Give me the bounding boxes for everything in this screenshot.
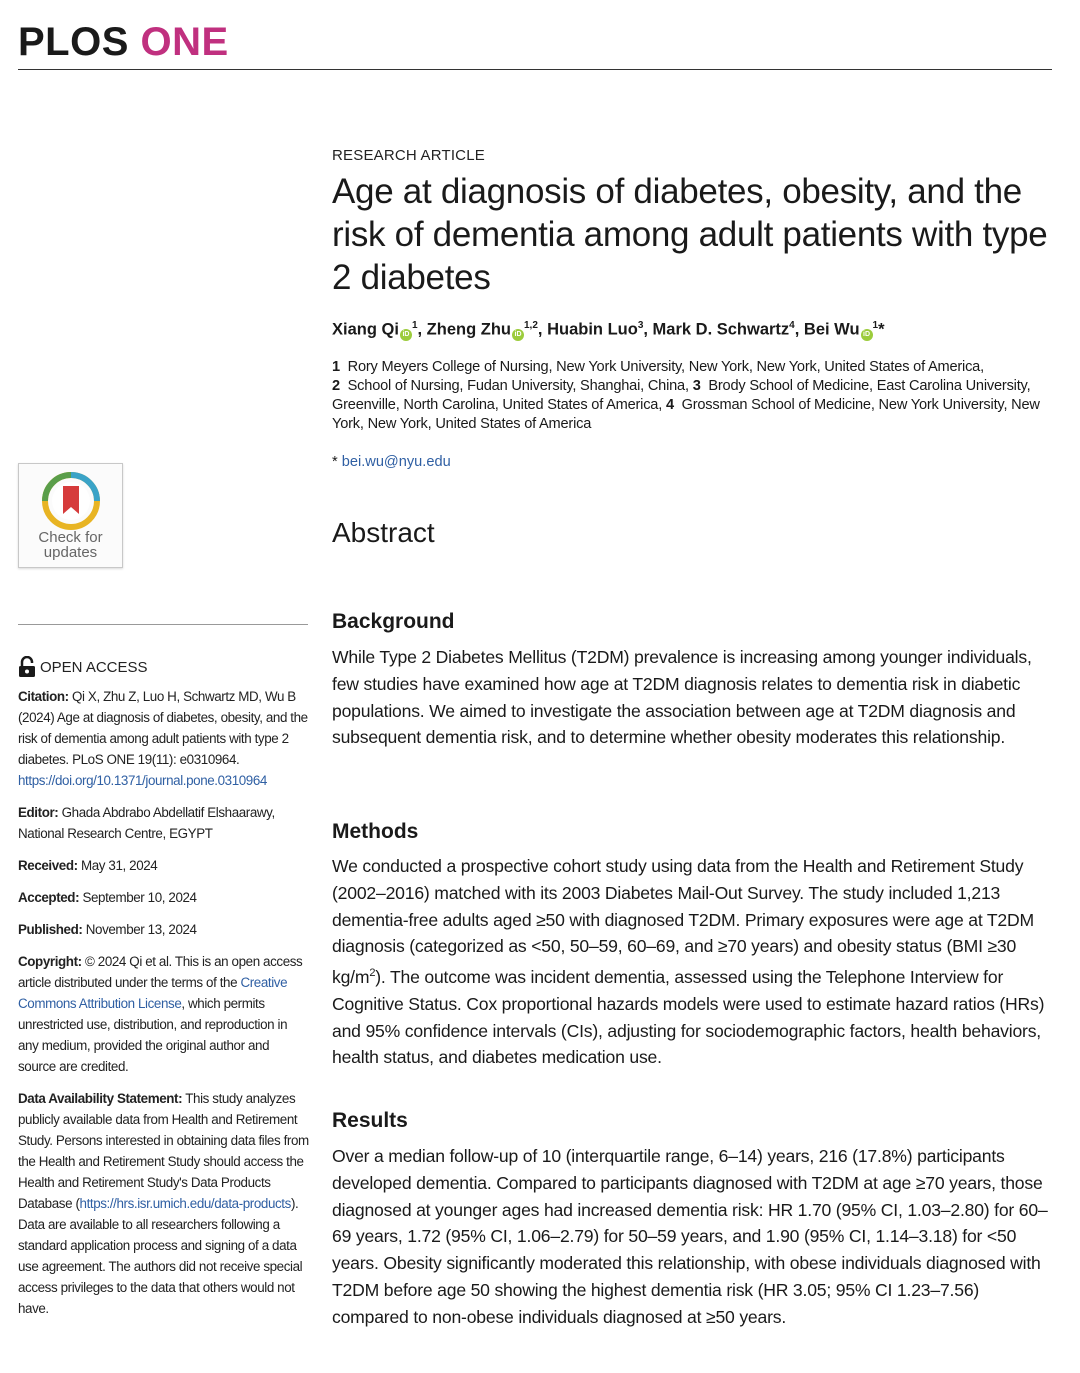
methods-heading: Methods bbox=[332, 820, 419, 843]
author-name[interactable]: Zheng Zhu bbox=[426, 320, 511, 339]
affiliation-number: 1 bbox=[332, 359, 340, 375]
check-updates-label-2: updates bbox=[43, 544, 98, 561]
data-availability-label: Data Availability Statement: bbox=[18, 1091, 183, 1106]
affiliation-text: Brody School of Medicine, East Carolina University, Greenville, North Carolina, United States of America, bbox=[332, 378, 1031, 413]
results-heading: Results bbox=[332, 1109, 408, 1132]
editor-label: Editor: bbox=[18, 805, 59, 820]
published-label: Published: bbox=[18, 922, 83, 937]
affiliation-number: 2 bbox=[332, 378, 340, 394]
author-separator: , bbox=[537, 320, 548, 339]
citation-text: Qi X, Zhu Z, Luo H, Schwartz MD, Wu B (2024) Age at diagnosis of diabetes, obesity, and the risk of dementia among adult patients with type 2 diabetes. PLoS ONE 19(11): e0310964. bbox=[18, 689, 308, 767]
corresponding-email-line bbox=[332, 454, 451, 470]
author-name[interactable]: Huabin Luo bbox=[547, 320, 638, 339]
citation-label: Citation: bbox=[18, 689, 69, 704]
open-lock-icon bbox=[18, 656, 36, 678]
methods-superscript: 2 bbox=[369, 967, 376, 980]
citation-doi-link[interactable]: https://doi.org/10.1371/journal.pone.0310964 bbox=[18, 773, 267, 788]
background-heading: Background bbox=[332, 610, 455, 633]
results-paragraph: Over a median follow-up of 10 (interquartile range, 6–14) years, 216 (17.8%) participants developed dementia. Compared to participants diagnosed with T2DM at age ≥70 years, those diagnosed at younger ages had increased dementia risk: HR 1.70 (95% CI, 1.03–2.80) for 60–69 years, 1.72 (95% CI, 1.06–2.79) for 50–59 years, and 1.90 (95% CI, 1.14–3.18) for <50 years. Obesity significantly moderated this relationship, with obese individuals diagnosed with T2DM before age 50 showing the highest dementia risk (HR 3.05; 95% CI 1.23–7.56) compared to non-obese individuals diagnosed at ≥50 years. bbox=[332, 1146, 1048, 1327]
corresponding-star: * bbox=[332, 454, 338, 470]
accepted-block bbox=[18, 887, 310, 908]
author-separator: , bbox=[417, 320, 427, 339]
article-info-sidebar bbox=[18, 656, 310, 1330]
abstract-heading: Abstract bbox=[332, 517, 435, 548]
background-paragraph: While Type 2 Diabetes Mellitus (T2DM) prevalence is increasing among younger individuals, few studies have examined how age at T2DM diagnosis relates to dementia risk in diabetic populations. We aimed to investigate the association between age at T2DM diagnosis and subsequent dementia risk, and to determine whether obesity moderates this relationship. bbox=[332, 647, 1032, 748]
data-products-link[interactable]: https://hrs.isr.umich.edu/data-products bbox=[79, 1196, 291, 1211]
received-block bbox=[18, 855, 310, 876]
orcid-icon[interactable]: iD bbox=[861, 329, 873, 341]
license-link[interactable]: Creative Commons Attribution License bbox=[18, 975, 288, 1011]
copyright-text: © 2024 Qi et al. This is an open access article distributed under the terms of the bbox=[18, 954, 303, 990]
author-affil-sup: 4 bbox=[789, 320, 795, 331]
copyright-label: Copyright: bbox=[18, 954, 82, 969]
copyright-text-end: , which permits unrestricted use, distribution, and reproduction in any medium, provided the original author and source are credited. bbox=[18, 996, 288, 1074]
author-list bbox=[332, 320, 1054, 341]
corresponding-email-link[interactable]: bei.wu@nyu.edu bbox=[341, 454, 451, 470]
open-access-badge bbox=[18, 656, 310, 678]
affiliation-text: Rory Meyers College of Nursing, New York University, New York, New York, United States of America, bbox=[347, 359, 984, 375]
published-block bbox=[18, 919, 310, 940]
citation-block bbox=[18, 686, 310, 791]
author-affil-sup: 1,2 bbox=[524, 320, 538, 331]
orcid-icon[interactable]: iD bbox=[400, 329, 412, 341]
received-label: Received: bbox=[18, 858, 78, 873]
article-type-label: RESEARCH ARTICLE bbox=[332, 147, 485, 164]
accepted-date: September 10, 2024 bbox=[79, 890, 197, 905]
editor-block bbox=[18, 802, 310, 844]
author-affil-sup: 1 bbox=[411, 320, 418, 331]
author-name[interactable]: Xiang Qi bbox=[332, 320, 399, 339]
affiliation-text: School of Nursing, Fudan University, Shanghai, China, bbox=[347, 378, 689, 394]
author-affil-sup: 3 bbox=[637, 320, 644, 331]
sidebar-divider bbox=[18, 624, 308, 625]
journal-name-one: ONE bbox=[140, 20, 229, 64]
open-access-label: OPEN ACCESS bbox=[40, 658, 148, 676]
corresponding-author-star: * bbox=[878, 320, 885, 339]
author-affil-sup: 1 bbox=[872, 320, 879, 331]
affiliation-text: Grossman School of Medicine, New York University, New York, New York, United States of America bbox=[332, 397, 1040, 432]
affiliation-number: 4 bbox=[665, 397, 674, 413]
methods-text-end: ). The outcome was incident dementia, assessed using the Telephone Interview for Cognitive Status. Cox proportional hazards models were used to estimate hazard ratios (HRs) and 95% confidence intervals (CIs), adjusting for sociodemographic factors, health behaviors, health status, and diabetes medication use. bbox=[332, 967, 1045, 1068]
affiliations bbox=[332, 358, 1054, 434]
author-separator: , bbox=[643, 320, 653, 339]
author-name[interactable]: Bei Wu bbox=[803, 320, 860, 339]
data-availability-block bbox=[18, 1088, 310, 1319]
check-for-updates-badge[interactable] bbox=[18, 463, 123, 568]
data-availability-text: This study analyzes publicly available data from Health and Retirement Study. Persons interested in obtaining data files from the Health and Retirement Study should access the Health and Retirement Study's Data Products Database ( bbox=[18, 1091, 309, 1211]
received-date: May 31, 2024 bbox=[77, 858, 158, 873]
author-name[interactable]: Mark D. Schwartz bbox=[652, 320, 790, 339]
orcid-icon[interactable]: iD bbox=[512, 329, 524, 341]
editor-text: Ghada Abdrabo Abdellatif Elshaarawy, National Research Centre, EGYPT bbox=[18, 805, 275, 841]
check-updates-icon bbox=[42, 472, 100, 530]
header-divider bbox=[18, 69, 1052, 70]
published-date: November 13, 2024 bbox=[82, 922, 197, 937]
author-separator: , bbox=[794, 320, 804, 339]
journal-logo[interactable] bbox=[18, 22, 229, 62]
methods-paragraph bbox=[332, 853, 1054, 1071]
check-updates-label-1: Check for bbox=[38, 529, 103, 546]
data-availability-text-end: ). Data are available to all researchers following a standard application process and signing of a data use agreement. The authors did not receive special access privileges to the data that others would not have. bbox=[18, 1196, 303, 1316]
journal-name-plos: PLOS bbox=[18, 20, 129, 64]
affiliation-number: 3 bbox=[692, 378, 701, 394]
copyright-block bbox=[18, 951, 310, 1077]
methods-text: We conducted a prospective cohort study using data from the Health and Retirement Study (2002–2016) matched with its 2003 Diabetes Mail-Out Survey. The study included 1,213 dementia-free adults aged ≥50 with diagnosed T2DM. Primary exposures were age at T2DM diagnosis (categorized as <50, 50–59, 60–69, and ≥70 years) and obesity status (BMI ≥30 kg/m bbox=[332, 856, 1034, 988]
accepted-label: Accepted: bbox=[18, 890, 80, 905]
article-title: Age at diagnosis of diabetes, obesity, and the risk of dementia among adult patients with type 2 diabetes bbox=[332, 172, 1048, 297]
